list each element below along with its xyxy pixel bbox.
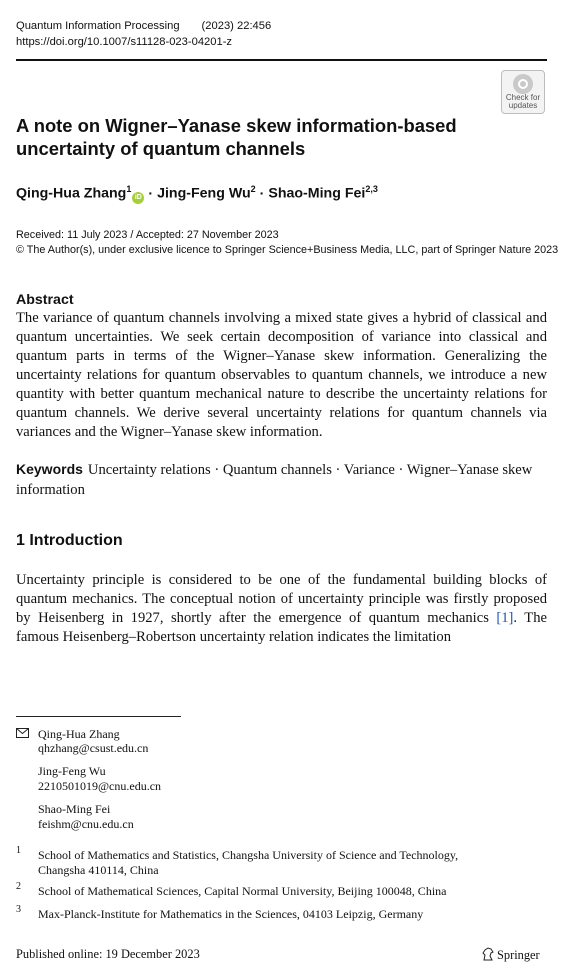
- check-updates-badge[interactable]: [501, 70, 545, 114]
- reference-link[interactable]: [1]: [496, 610, 514, 626]
- affiliation-text: School of Mathematical Sciences, Capital Normal University, Beijing 100048, China: [38, 884, 447, 898]
- contact-email[interactable]: 2210501019@cnu.edu.cn: [38, 779, 162, 793]
- author-name[interactable]: Jing-Feng Wu: [157, 185, 251, 202]
- journal-volume: (2023) 22:456: [201, 20, 272, 32]
- author-affil-sup: 2: [250, 184, 256, 194]
- paper-title: A note on Wigner–Yanase skew information-based uncertainty of quantum channels: [16, 115, 457, 159]
- header-rule: [16, 59, 547, 61]
- springer-logo[interactable]: [481, 947, 540, 963]
- contact-name: Jing-Feng Wu: [38, 764, 106, 778]
- affiliation-text: School of Mathematics and Statistics, Changsha University of Science and Technology, Changsha 410114, China: [38, 848, 459, 877]
- check-updates-icon: [513, 74, 533, 94]
- author-name[interactable]: Qing-Hua Zhang: [16, 185, 127, 202]
- section-heading-introduction: 1 Introduction: [16, 532, 123, 549]
- orcid-icon[interactable]: iD: [132, 192, 144, 204]
- author-affil-sup: 2,3: [365, 184, 378, 194]
- contact-name: Shao-Ming Fei: [38, 802, 111, 816]
- footnote-rule: [16, 716, 181, 717]
- keywords-block: [16, 460, 547, 500]
- author-name[interactable]: Shao-Ming Fei: [268, 185, 366, 202]
- check-updates-line1: Check for: [505, 93, 541, 102]
- contact-name: Qing-Hua Zhang: [38, 727, 120, 741]
- author-separator: ·: [259, 185, 265, 202]
- abstract-text: The variance of quantum channels involving a mixed state gives a hybrid of classical and quantum uncertainties. We seek certain decomposition of variance into classical and quantum parts in terms of the Wigner–Yanase skew information. Generalizing the uncertainty relations for quantum observables to quantum channels, we introduce a new quantity with better quantum mechanical nature to describe the uncertainty relations for quantum channels. We derive several uncertainty relations for quantum channels via variances and the Wigner–Yanase skew information.: [16, 310, 547, 440]
- author-separator: ·: [148, 185, 154, 202]
- contact-email[interactable]: qhzhang@csust.edu.cn: [38, 741, 149, 755]
- intro-text-part2: . The famous Heisenberg–Robertson uncertainty relation indicates the limitation: [16, 610, 547, 645]
- doi-link[interactable]: https://doi.org/10.1007/s11128-023-04201-z: [16, 36, 233, 48]
- affiliation-number: 1: [16, 845, 21, 856]
- keywords-text: Uncertainty relations · Quantum channels · Variance · Wigner–Yanase skew information: [16, 462, 533, 498]
- affiliation-number: 2: [16, 881, 21, 892]
- check-updates-line2: updates: [508, 101, 538, 110]
- copyright-notice: © The Author(s), under exclusive licence to Springer Science+Business Media, LLC, part of Springer Nature 2023: [16, 244, 559, 256]
- author-list: [16, 184, 378, 204]
- author-affil-sup: 1: [126, 184, 132, 194]
- published-online-date: Published online: 19 December 2023: [16, 947, 200, 961]
- intro-text-part1: Uncertainty principle is considered to be one of the fundamental building blocks of quantum mechanics. The conceptual notion of uncertainty principle was firstly proposed by Heisenberg in 1927, shortly after the emergence of quantum mechanics: [16, 572, 547, 626]
- springer-horse-icon: [481, 947, 495, 961]
- contact-email[interactable]: feishm@cnu.edu.cn: [38, 817, 134, 831]
- introduction-text: [16, 571, 547, 647]
- journal-name: Quantum Information Processing: [16, 20, 180, 32]
- journal-header: [16, 20, 271, 32]
- affiliation-number: 3: [16, 904, 21, 915]
- springer-logo-text: Springer: [497, 948, 540, 962]
- affiliation-text: Max-Planck-Institute for Mathematics in the Sciences, 04103 Leipzig, Germany: [38, 907, 424, 921]
- keywords-heading: Keywords: [16, 461, 83, 477]
- mail-icon: [16, 728, 29, 738]
- abstract-heading: Abstract: [16, 292, 74, 308]
- received-accepted-dates: Received: 11 July 2023 / Accepted: 27 November 2023: [16, 229, 279, 241]
